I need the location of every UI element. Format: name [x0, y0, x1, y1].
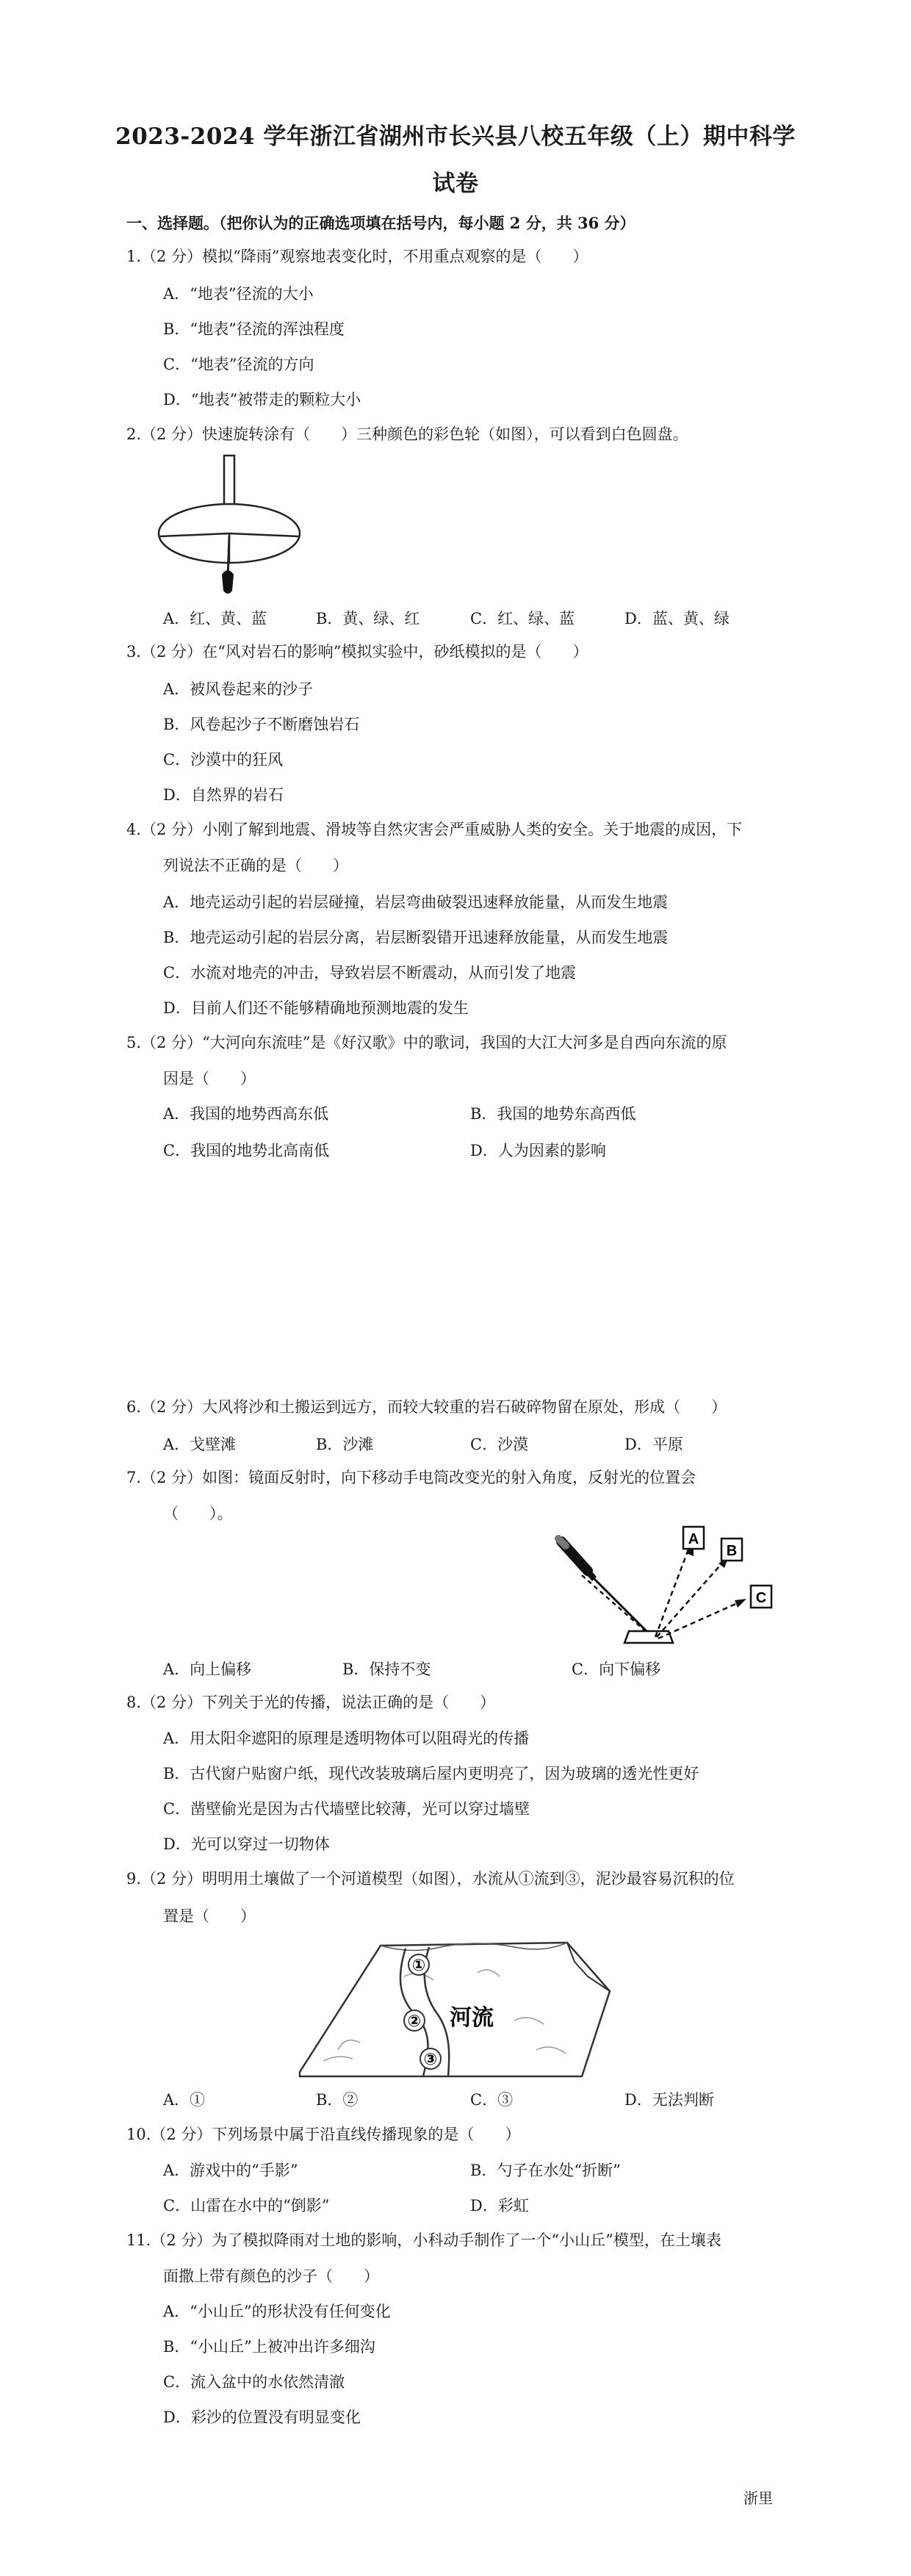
question-4-stem-continued: 列说法不正确的是（ ）	[163, 857, 348, 874]
question-9-stem-continued: 置是（ ）	[163, 1907, 256, 1925]
figure-label-a: A	[688, 1531, 699, 1547]
question-10-option-b: B．勺子在水处“折断”	[470, 2162, 621, 2179]
question-9-stem: 9.（2 分）明明用土壤做了一个河道模型（如图），水流从①流到③，泥沙最容易沉积的位	[126, 1870, 735, 1888]
question-11-stem: 11.（2 分）为了模拟降雨对土地的影响，小科动手制作了一个“小山丘”模型，在土壤表	[126, 2231, 721, 2249]
question-5-option-a: A．我国的地势西高东低	[163, 1105, 329, 1123]
question-1-stem: 1.（2 分）模拟“降雨”观察地表变化时，不用重点观察的是（ ）	[126, 248, 588, 265]
question-7-option-b: B．保持不变	[342, 1661, 431, 1678]
question-9-option-d: D．无法判断	[624, 2091, 714, 2109]
exam-title-line2: 试卷	[432, 170, 479, 197]
question-2-option-b: B．黄、绿、红	[316, 610, 420, 627]
question-2-option-a: A．红、黄、蓝	[163, 610, 267, 627]
question-1-option-d: D．“地表”被带走的颗粒大小	[163, 391, 361, 409]
question-10-option-a: A．游戏中的“手影”	[163, 2162, 298, 2179]
figure-label-circle-3: ③	[423, 2051, 438, 2069]
question-8-option-b: B．古代窗户贴窗户纸，现代改装玻璃后屋内更明亮了，因为玻璃的透光性更好	[163, 1765, 699, 1782]
question-11-option-d: D．彩沙的位置没有明显变化	[163, 2408, 361, 2426]
question-8-stem: 8.（2 分）下列关于光的传播，说法正确的是（ ）	[126, 1694, 496, 1711]
question-2-option-c: C．红、绿、蓝	[470, 610, 575, 627]
figure-label-b: B	[726, 1543, 738, 1559]
question-6-option-d: D．平原	[624, 1436, 683, 1453]
question-1-option-a: A．“地表”径流的大小	[163, 285, 314, 303]
flashlight-icon	[558, 1539, 597, 1581]
question-9-option-a: A．①	[163, 2091, 206, 2109]
question-11-stem-continued: 面撒上带有颜色的沙子（ ）	[163, 2267, 379, 2285]
question-7-option-a: A．向上偏移	[163, 1661, 252, 1678]
figure-label-river: 河流	[450, 2005, 494, 2031]
exam-title-line1: 2023-2024 学年浙江省湖州市长兴县八校五年级（上）期中科学	[115, 123, 796, 150]
river-model-figure	[294, 1932, 617, 2083]
question-1-option-c: C．“地表”径流的方向	[163, 356, 314, 373]
question-6-option-a: A．戈壁滩	[163, 1436, 237, 1453]
question-2-stem: 2.（2 分）快速旋转涂有（ ）三种颜色的彩色轮（如图），可以看到白色圆盘。	[126, 425, 688, 443]
question-3-option-d: D．自然界的岩石	[163, 786, 284, 804]
question-6-option-c: C．沙漠	[470, 1436, 529, 1453]
question-5-stem-continued: 因是（ ）	[163, 1070, 256, 1087]
question-8-option-c: C．凿壁偷光是因为古代墙壁比较薄，光可以穿过墙壁	[163, 1800, 530, 1818]
question-6-option-b: B．沙滩	[316, 1436, 374, 1453]
section-heading: 一、选择题。（把你认为的正确选项填在括号内，每小题 2 分，共 36 分）	[126, 214, 635, 232]
question-4-option-b: B．地壳运动引起的岩层分离，岩层断裂错开迅速释放能量，从而发生地震	[163, 929, 669, 946]
figure-label-circle-2: ②	[407, 2012, 422, 2031]
page-footer: 浙里	[743, 2489, 773, 2507]
question-3-stem: 3.（2 分）在“风对岩石的影响”模拟实验中，砂纸模拟的是（ ）	[126, 643, 588, 661]
question-5-stem: 5.（2 分）“大河向东流哇”是《好汉歌》中的歌词，我国的大江大河多是自西向东流的原	[126, 1034, 727, 1051]
question-11-option-a: A．“小山丘”的形状没有任何变化	[163, 2303, 391, 2320]
question-3-option-c: C．沙漠中的狂风	[163, 751, 284, 769]
question-9-option-c: C．③	[470, 2091, 514, 2109]
question-7-option-c: C．向下偏移	[572, 1661, 661, 1678]
question-10-option-c: C．山雷在水中的“倒影”	[163, 2197, 330, 2215]
question-4-option-c: C．水流对地壳的冲击，导致岩层不断震动，从而引发了地震	[163, 964, 577, 982]
question-3-option-b: B．风卷起沙子不断磨蚀岩石	[163, 716, 360, 733]
question-3-option-a: A．被风卷起来的沙子	[163, 680, 314, 698]
question-10-option-d: D．彩虹	[470, 2197, 529, 2215]
question-5-option-d: D．人为因素的影响	[470, 1142, 606, 1159]
color-wheel-figure	[154, 450, 309, 600]
question-4-stem: 4.（2 分）小刚了解到地震、滑坡等自然灾害会严重威胁人类的安全。关于地震的成因，下	[126, 821, 743, 838]
question-6-stem: 6.（2 分）大风将沙和土搬运到远方，而较大较重的岩石破碎物留在原处，形成（ ）	[126, 1398, 727, 1416]
question-8-option-a: A．用太阳伞遮阳的原理是透明物体可以阻碍光的传播	[163, 1730, 530, 1747]
figure-label-circle-1: ①	[411, 1957, 426, 1975]
question-1-option-b: B．“地表”径流的浑浊程度	[163, 320, 345, 338]
mirror-reflection-figure	[544, 1521, 786, 1653]
question-4-option-d: D．目前人们还不能够精确地预测地震的发生	[163, 999, 469, 1017]
question-5-option-b: B．我国的地势东高西低	[470, 1105, 636, 1123]
question-4-option-a: A．地壳运动引起的岩层碰撞，岩层弯曲破裂迅速释放能量，从而发生地震	[163, 893, 669, 911]
question-7-stem: 7.（2 分）如图：镜面反射时，向下移动手电筒改变光的射入角度，反射光的位置会	[126, 1469, 696, 1486]
question-11-option-b: B．“小山丘”上被冲出许多细沟	[163, 2338, 375, 2356]
question-5-option-c: C．我国的地势北高南低	[163, 1142, 330, 1159]
question-10-stem: 10.（2 分）下列场景中属于沿直线传播现象的是（ ）	[126, 2126, 521, 2143]
figure-label-c: C	[755, 1590, 767, 1606]
question-11-option-c: C．流入盆中的水依然清澈	[163, 2373, 345, 2391]
question-7-stem-continued: （ ）。	[163, 1505, 233, 1522]
question-2-option-d: D．蓝、黄、绿	[624, 610, 730, 627]
question-9-option-b: B．②	[316, 2091, 359, 2109]
question-8-option-d: D．光可以穿过一切物体	[163, 1835, 330, 1853]
